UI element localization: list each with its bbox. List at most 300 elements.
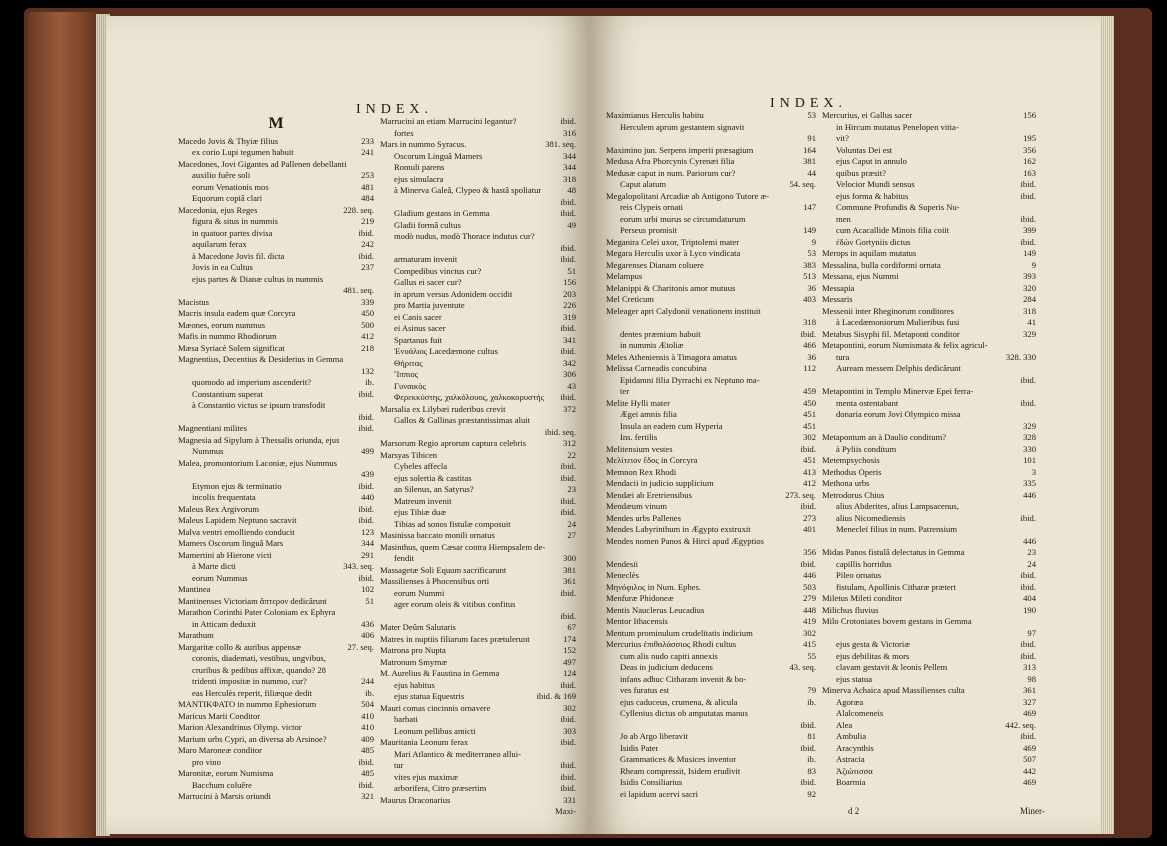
index-entry-text: Μελίτειον ἔδος in Corcyra — [606, 455, 698, 465]
index-entry-page: 321 — [361, 791, 374, 801]
index-entry-page: ibid. — [1020, 731, 1036, 741]
index-entry-text: Mantinea — [178, 584, 211, 594]
index-entry-page: 469 — [1023, 777, 1036, 787]
index-entry — [606, 524, 816, 536]
index-entry-text: Oscorum Linguâ Mamers — [394, 150, 483, 161]
index-entry-text: ejus statua — [836, 673, 873, 684]
index-entry-text: Gallus ei sacer cur? — [394, 277, 462, 287]
index-entry — [178, 780, 374, 792]
index-entry-page: 361 — [1023, 685, 1036, 695]
index-entry — [380, 737, 576, 749]
index-entry-text: pro Martia juventute — [394, 300, 465, 310]
index-entry-page: 48 — [567, 185, 576, 195]
index-entry — [380, 691, 576, 703]
index-entry-text: men — [836, 213, 851, 224]
index-entry-page: 302 — [803, 627, 816, 638]
index-entry-text: Marsorum Regio aprorum captura celebris — [380, 438, 527, 448]
index-entry-text: Leonum pellibus amicti — [394, 725, 476, 736]
index-entry-text: Marrucini an etiam Marrucini legantur? — [380, 116, 517, 126]
index-entry-text: Messenii inter Rheginorum conditores — [822, 305, 954, 316]
index-entry-text: Matrona pro Nupta — [380, 645, 446, 655]
index-entry — [178, 389, 374, 401]
index-entry-page: 27. seq. — [347, 641, 374, 652]
index-entry-page: 27 — [567, 530, 576, 540]
index-entry-text: Maurus Draconarius — [380, 794, 451, 805]
index-entry — [606, 639, 816, 651]
index-entry-page: 412 — [803, 478, 816, 488]
index-entry-page: ibid. — [560, 507, 576, 517]
index-entry-page: 335 — [1023, 478, 1036, 488]
index-entry — [822, 582, 1036, 594]
index-entry — [822, 651, 1036, 663]
index-entry-text: Megalopolitani Arcadiæ ab Antigono Tutore æ- — [606, 190, 770, 201]
index-entry — [606, 777, 816, 789]
index-entry — [178, 400, 374, 412]
index-entry-text: Cybeles affecla — [394, 461, 448, 471]
index-entry — [380, 300, 576, 312]
index-entry-text: Macistus — [178, 296, 210, 307]
index-entry-page: 448 — [803, 604, 816, 615]
index-entry-text: figura & situs in nummis — [192, 216, 278, 226]
index-entry-text: Messalina, bulla cordiformi ornata — [822, 259, 941, 270]
index-entry-text: Marsalia ex Lilybæi ruderibus crevit — [380, 403, 506, 414]
index-entry — [380, 392, 576, 404]
index-entry-page — [1032, 386, 1036, 398]
index-entry — [178, 619, 374, 631]
index-entry-text: Meneclès — [606, 570, 639, 580]
index-entry-text: Alalcomeneis — [836, 708, 884, 718]
index-entry-text: Macedo Jovis & Thyiæ filius — [178, 135, 279, 146]
index-entry-text: eorum Nummi — [394, 587, 445, 598]
index-entry — [822, 237, 1036, 249]
index-entry-page: 291 — [361, 549, 374, 560]
index-entry-page: 23 — [1027, 547, 1036, 557]
index-entry-page: 83 — [807, 765, 816, 776]
index-entry-page: 284 — [1023, 294, 1036, 304]
index-entry-text: Voluntas Dei est — [836, 144, 893, 155]
index-entry — [380, 162, 576, 174]
index-entry — [822, 329, 1036, 341]
index-entry-text: Marrucini à Marsis oriundi — [178, 791, 271, 801]
index-entry-text: Marathon Corinthi Pater Coloniam ex Ephyra — [178, 607, 336, 617]
index-entry-text: in aprum versus Adonidem occidit — [394, 288, 513, 299]
index-entry-page — [1032, 122, 1036, 134]
index-entry — [606, 708, 816, 720]
index-entry-text: reis Clypeis ornati — [620, 202, 684, 212]
index-entry — [380, 668, 576, 680]
index-entry — [380, 312, 576, 324]
index-entry — [606, 329, 816, 341]
index-entry-text: Maronitæ, eorum Numisma — [178, 768, 274, 778]
index-entry — [178, 412, 374, 424]
index-entry — [606, 421, 816, 433]
index-entry — [178, 136, 374, 148]
index-entry — [606, 260, 816, 272]
index-entry-page: 451 — [803, 409, 816, 419]
index-entry-text: Mendæi ab Eretriensibus — [606, 489, 692, 500]
index-entry — [822, 352, 1036, 364]
index-entry — [606, 455, 816, 467]
index-entry-page — [1032, 409, 1036, 421]
index-entry — [380, 703, 576, 715]
index-entry — [822, 490, 1036, 502]
index-entry-page: 440 — [361, 492, 374, 502]
index-entry — [380, 645, 576, 657]
index-entry-page: ibid. — [358, 250, 374, 261]
index-entry — [178, 711, 374, 723]
index-entry-text: Isidis Pater — [620, 742, 659, 753]
index-entry — [822, 674, 1036, 686]
index-entry-page: 302 — [803, 432, 816, 442]
index-entry-page: 485 — [361, 745, 374, 755]
index-entry-text: Masinthus, quem Cæsar contra Hiempsalem de- — [380, 541, 546, 552]
index-entry-text: Agoræa — [836, 696, 864, 707]
index-entry-page: 339 — [361, 296, 374, 307]
index-entry — [822, 202, 1036, 214]
index-entry-text: Deas in judicium deducens — [620, 662, 713, 672]
signature-mark: d 2 — [848, 806, 860, 816]
index-entry-text: ves furatus est — [620, 685, 670, 695]
index-entry — [178, 596, 374, 608]
index-entry — [606, 616, 816, 628]
index-entry-page: 303 — [563, 725, 576, 736]
index-entry-text: infans adhuc Citharam invenit & bo- — [620, 673, 747, 684]
index-entry-text: Mendes urbs Pallenes — [606, 512, 681, 523]
index-entry-page: 233 — [361, 135, 374, 146]
index-entry-page: 410 — [361, 722, 374, 732]
index-entry-text: Constantium superat — [192, 388, 263, 399]
index-entry-text: Masinissa baccato monili ornatus — [380, 530, 495, 540]
index-entry — [178, 423, 374, 435]
index-entry — [178, 768, 374, 780]
index-entry-page: 469 — [1023, 708, 1036, 718]
index-entry-text: fortes — [394, 127, 414, 138]
index-entry — [822, 513, 1036, 525]
index-entry-text: Compedibus vinctus cur? — [394, 265, 482, 276]
index-entry — [822, 432, 1036, 444]
index-entry — [178, 745, 374, 757]
index-entry — [822, 685, 1036, 697]
index-entry-text: Medusa Afra Phorcynis Cyrenæi filia — [606, 156, 735, 166]
index-entry — [178, 469, 374, 481]
index-entry — [380, 346, 576, 358]
index-entry-page: ibid. — [1020, 581, 1036, 592]
index-entry-page: 253 — [361, 170, 374, 180]
index-entry-page: 273. seq. — [785, 489, 816, 500]
index-entry — [822, 340, 1036, 352]
index-entry — [380, 404, 576, 416]
index-entry — [178, 159, 374, 171]
index-entry — [380, 243, 576, 255]
index-entry-text: Mercurius ἐπιθαλάσσιος Rhodi cultus — [606, 639, 737, 649]
index-entry-text: coronis, diademati, vestibus, ungvibus, — [192, 653, 326, 663]
index-entry — [822, 294, 1036, 306]
index-entry-text: cum Acacallide Minois filia coiit — [836, 225, 950, 235]
index-entry-text: dentes præmium habuit — [620, 328, 701, 339]
index-entry-text: pro vino — [192, 756, 221, 767]
index-entry-page — [572, 415, 576, 427]
index-entry-text: Messana, ejus Nummi — [822, 271, 899, 281]
index-entry-page: 381 — [563, 564, 576, 575]
index-entry-page: 318 — [563, 173, 576, 184]
index-entry-page — [572, 599, 576, 611]
index-entry — [380, 220, 576, 232]
index-entry-page: 343. seq. — [343, 561, 374, 571]
index-entry — [822, 662, 1036, 674]
index-entry-page: 316 — [563, 127, 576, 138]
index-entry-page: 419 — [803, 616, 816, 626]
index-entry-text: Metapontum an à Daulio conditum? — [822, 432, 947, 442]
index-entry-text: Gallos & Gallinas præstantissimas aluit — [394, 415, 531, 425]
index-entry-text: M. Aurelius & Faustina in Gemma — [380, 668, 500, 678]
index-entry — [606, 133, 816, 145]
index-entry-page — [812, 674, 816, 686]
index-entry-text: Ins. fertilis — [620, 432, 658, 442]
index-entry — [380, 553, 576, 565]
index-entry — [178, 297, 374, 309]
index-entry-text: Maricus Marii Conditor — [178, 710, 261, 721]
index-entry-page: ibid. — [560, 254, 576, 264]
index-entry — [606, 168, 816, 180]
index-entry — [380, 588, 576, 600]
index-entry — [606, 214, 816, 226]
index-entry-text: à Pyliis conditum — [836, 443, 897, 454]
index-entry — [822, 616, 1036, 628]
index-entry — [822, 409, 1036, 421]
index-entry-text: Melanippi & Charitonis amor mutuus — [606, 282, 736, 293]
index-entry-page: ibid. — [560, 783, 576, 793]
index-entry — [822, 559, 1036, 571]
index-entry — [606, 651, 816, 663]
index-entry-page — [812, 122, 816, 134]
index-entry-text: fendit — [394, 553, 415, 563]
index-entry-text: Rheam compressit, Isidem erudivit — [620, 765, 741, 776]
index-entry-text: Meleager apri Calydonii venationem instituit — [606, 305, 761, 316]
index-entry-text: Ambulia — [836, 731, 867, 741]
index-entry — [380, 507, 576, 519]
index-entry-page: 24 — [567, 518, 576, 529]
index-entry — [178, 688, 374, 700]
index-entry-page — [370, 159, 374, 171]
index-entry — [822, 766, 1036, 778]
index-entry — [380, 461, 576, 473]
index-entry-page: 446 — [1023, 489, 1036, 500]
index-entry — [606, 593, 816, 605]
index-entry-text: Aracynthis — [836, 742, 874, 753]
index-entry — [380, 611, 576, 623]
index-entry-text: Pileo ornatus — [836, 570, 882, 580]
index-entry — [822, 317, 1036, 329]
index-entry-page: ib. — [807, 754, 816, 764]
index-entry — [606, 432, 816, 444]
index-entry — [606, 156, 816, 168]
index-entry — [178, 538, 374, 550]
index-entry — [178, 734, 374, 746]
index-entry — [380, 806, 576, 818]
index-entry — [822, 697, 1036, 709]
index-entry — [822, 145, 1036, 157]
catchword: Miner- — [1020, 806, 1045, 816]
index-entry-page — [812, 536, 816, 548]
index-entry-page: 451 — [803, 420, 816, 431]
index-entry-text: Equorum copiâ clari — [192, 193, 263, 203]
index-entry-text: Matronum Smyrnæ — [380, 656, 448, 667]
index-entry-text: Mercurius, ei Gallus sacer — [822, 110, 913, 120]
index-entry-text: à Lacedæmoniorum Mulieribus fusi — [836, 317, 960, 327]
index-entry-text: arborifera, Citro præsertim — [394, 783, 487, 793]
index-entry-page: 327 — [1023, 696, 1036, 707]
index-entry-page: 24 — [1027, 558, 1036, 569]
index-entry-text: Mel Creticum — [606, 294, 654, 304]
index-entry-page: 413 — [803, 466, 816, 477]
index-entry-page: ibid. — [358, 779, 374, 790]
index-entry — [822, 547, 1036, 559]
index-entry — [822, 306, 1036, 318]
index-entry-text: Megarenses Dianam coluere — [606, 259, 704, 270]
index-entry-page: 43 — [567, 380, 576, 391]
index-entry-page: 3 — [1031, 466, 1036, 477]
index-entry — [178, 550, 374, 562]
index-entry-page: 237 — [361, 262, 374, 272]
index-entry-text: Mendes nomen Panos & Hirci apud Ægyptios — [606, 535, 765, 546]
index-entry-text: ejus gesta & Victoriæ — [836, 639, 911, 649]
index-entry-page: ibid. — [560, 472, 576, 483]
index-entry-page: 306 — [563, 369, 576, 379]
index-entry-page: 341 — [563, 334, 576, 345]
index-entry — [178, 561, 374, 573]
index-entry-text: à Marte dicti — [192, 561, 236, 571]
index-entry-text: Caput alatum — [620, 179, 667, 189]
index-entry — [380, 450, 576, 462]
index-entry-page: 149 — [1023, 248, 1036, 258]
index-entry-page: ibid. — [1020, 639, 1036, 649]
index-entry-text: Μηνόφιλος in Num. Ephes. — [606, 581, 702, 592]
index-entry — [380, 772, 576, 784]
index-entry — [606, 110, 816, 122]
index-entry-text: cum alis nudo capiti annexis — [620, 650, 718, 661]
index-entry-page — [370, 274, 374, 286]
index-entry-page: 393 — [1023, 271, 1036, 281]
right-index-column-2 — [822, 110, 1036, 789]
index-entry — [606, 179, 816, 191]
index-entry — [178, 343, 374, 355]
index-entry-text: Ἀζιώτισσα — [836, 765, 873, 776]
index-entry-text: ejus forma & habitus — [836, 190, 909, 201]
index-entry-text: Mauritania Leonum ferax — [380, 737, 469, 747]
index-entry — [822, 501, 1036, 513]
index-entry — [822, 260, 1036, 272]
index-entry — [822, 743, 1036, 755]
index-entry-text: Velocior Mundi sensus — [836, 179, 915, 189]
index-entry — [822, 363, 1036, 375]
index-entry — [380, 714, 576, 726]
index-entry-page: 164 — [803, 144, 816, 155]
index-entry — [606, 225, 816, 237]
index-entry-page: 504 — [361, 699, 374, 709]
index-entry-page: 507 — [1023, 754, 1036, 764]
index-entry-page: 98 — [1027, 673, 1036, 684]
index-entry-text: Mæsa Syriacè Solem significat — [178, 342, 285, 353]
index-entry-text: Mars in nummo Syracus. — [380, 139, 467, 149]
index-entry-text: Milichus fluvius — [822, 604, 879, 615]
index-entry — [606, 570, 816, 582]
index-entry-page: 242 — [361, 239, 374, 249]
index-entry — [822, 386, 1036, 398]
index-entry-text: clavam gestavit & leonis Pellem — [836, 662, 948, 672]
index-entry — [822, 283, 1036, 295]
index-entry — [606, 145, 816, 157]
index-entry-page: 361 — [563, 576, 576, 586]
index-entry-page: 446 — [1023, 535, 1036, 546]
index-entry — [606, 363, 816, 375]
index-entry — [606, 490, 816, 502]
index-entry-text: auxilio fuêre soli — [192, 170, 251, 180]
index-entry-page: ib. — [365, 687, 374, 698]
index-entry — [822, 639, 1036, 651]
index-entry-text: Epidamni filia Dyrrachi ex Neptuno ma- — [620, 374, 760, 385]
index-entry-page — [370, 354, 374, 366]
index-entry-page: 399 — [1023, 225, 1036, 235]
index-entry-page: 203 — [563, 288, 576, 299]
left-page-header: INDEX. — [356, 102, 434, 117]
index-entry-page: 484 — [361, 193, 374, 203]
index-entry — [380, 116, 576, 128]
index-entry — [606, 536, 816, 548]
index-entry-text: Magnentius, Decentius & Desiderius in Gemma — [178, 354, 344, 364]
index-entry — [380, 795, 576, 807]
index-entry-page: 342 — [563, 357, 576, 368]
index-entry-page: 123 — [361, 526, 374, 537]
index-entry-text: quomodo ad imperium ascenderit? — [192, 377, 312, 387]
index-entry — [380, 622, 576, 634]
index-entry-text: alius Abderites, alius Lampsacenus, — [836, 501, 959, 511]
index-entry-text: Ægei amnis filia — [620, 409, 677, 419]
index-entry-text: Menfuræ Phidoneæ — [606, 593, 674, 603]
index-entry-page: 356 — [803, 547, 816, 557]
index-entry-page: ibid. — [358, 388, 374, 399]
index-entry — [178, 573, 374, 585]
index-entry — [822, 605, 1036, 617]
index-entry-page — [812, 191, 816, 203]
index-entry-page: ibid. — [800, 719, 816, 730]
index-entry-text: Perseus promisit — [620, 225, 678, 235]
index-entry — [606, 248, 816, 260]
index-entry — [178, 331, 374, 343]
index-entry-text: Massilienses à Phocensibus orti — [380, 576, 490, 586]
index-entry-page: ibid. — [560, 610, 576, 621]
index-entry — [178, 274, 374, 286]
index-entry-text: Medusæ caput in num. Pariorum cur? — [606, 167, 736, 178]
index-entry — [178, 642, 374, 654]
index-entry-page: 466 — [803, 340, 816, 350]
index-entry — [380, 565, 576, 577]
index-entry-page: 54. seq. — [789, 179, 816, 189]
index-entry-page — [572, 231, 576, 243]
index-entry — [822, 225, 1036, 237]
index-entry-page: 318 — [803, 317, 816, 327]
index-entry-page: 503 — [803, 581, 816, 592]
index-entry-page: 97 — [1027, 627, 1036, 638]
index-entry-page — [812, 708, 816, 720]
index-entry — [822, 708, 1036, 720]
index-entry — [606, 306, 816, 318]
index-entry-page: 67 — [567, 622, 576, 632]
index-entry-page: 330 — [1023, 443, 1036, 454]
index-entry-text: Miletus Mileti conditor — [822, 593, 903, 603]
index-entry-text: Marathum — [178, 630, 214, 640]
index-entry-text: Metapontini, eorum Numismata & felix agricul- — [822, 340, 988, 350]
index-entry-page: 406 — [361, 630, 374, 640]
